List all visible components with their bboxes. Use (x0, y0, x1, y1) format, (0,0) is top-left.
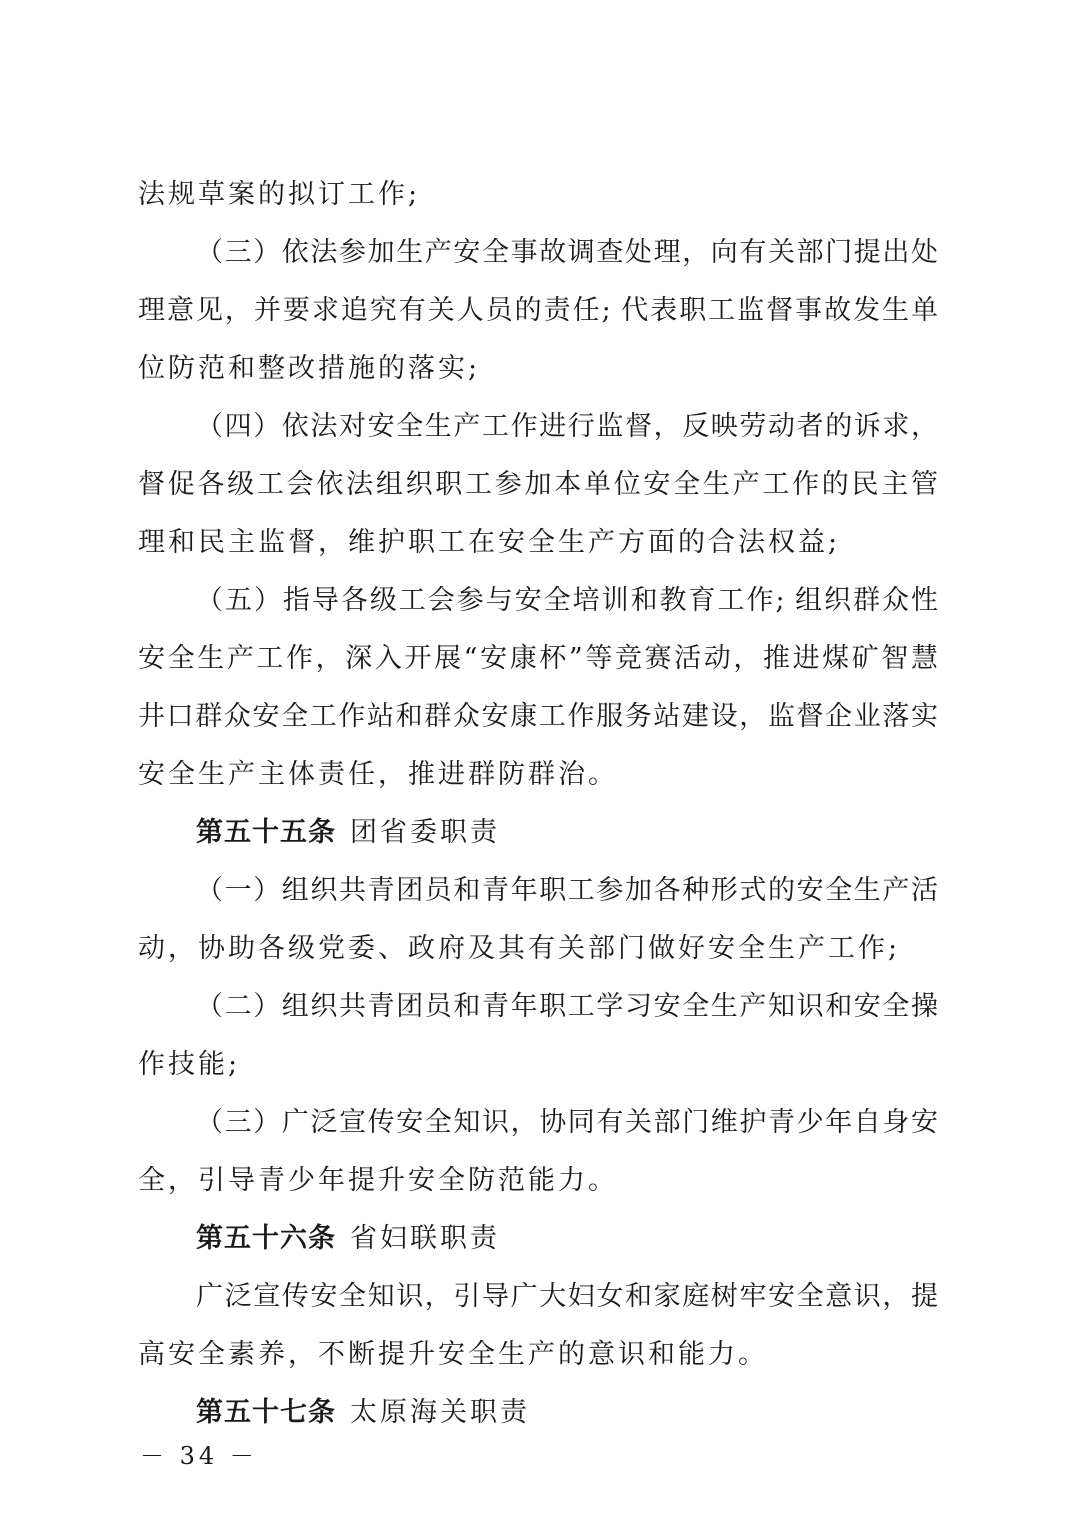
text-line: （三）依法参加生产安全事故调查处理，向有关部门提出处 (196, 237, 938, 268)
article-heading-57 (138, 1384, 938, 1442)
article-number: 第五十七条 (196, 1397, 336, 1428)
text-line: 高安全素养，不断提升安全生产的意识和能力。 (138, 1339, 768, 1370)
article-number: 第五十五条 (196, 817, 336, 848)
document-body (138, 166, 938, 1442)
text-line: 动，协助各级党委、政府及其有关部门做好安全生产工作; (138, 933, 901, 964)
text-line: 理意见，并要求追究有关人员的责任; 代表职工监督事故发生单 (138, 295, 938, 326)
text-line: 全，引导青少年提升安全防范能力。 (138, 1165, 618, 1196)
article-heading-55 (138, 804, 938, 862)
article-heading-56 (138, 1210, 938, 1268)
text-line: （五）指导各级工会参与安全培训和教育工作; 组织群众性 (196, 585, 938, 616)
article-title: 团省委职责 (350, 817, 500, 848)
text-line: （四）依法对安全生产工作进行监督，反映劳动者的诉求， (196, 411, 938, 442)
text-line: 安全生产主体责任，推进群防群治。 (138, 759, 618, 790)
text-line: 位防范和整改措施的落实; (138, 353, 481, 384)
text-line: 井口群众安全工作站和群众安康工作服务站建设，监督企业落实 (138, 701, 938, 732)
text-line: 督促各级工会依法组织职工参加本单位安全生产工作的民主管 (138, 469, 938, 500)
article-title: 省妇联职责 (350, 1223, 500, 1254)
article-title: 太原海关职责 (350, 1397, 530, 1428)
text-line: 作技能; (138, 1049, 241, 1080)
text-line: 理和民主监督，维护职工在安全生产方面的合法权益; (138, 527, 841, 558)
text-line: 广泛宣传安全知识，引导广大妇女和家庭树牢安全意识，提 (196, 1281, 938, 1312)
text-line: （二）组织共青团员和青年职工学习安全生产知识和安全操 (196, 991, 938, 1022)
text-line: （三）广泛宣传安全知识，协同有关部门维护青少年自身安 (196, 1107, 938, 1138)
article-number: 第五十六条 (196, 1223, 336, 1254)
text-line: 法规草案的拟订工作; (138, 179, 421, 210)
text-line: （一）组织共青团员和青年职工参加各种形式的安全生产活 (196, 875, 938, 906)
page-number: － 34 － (140, 1442, 258, 1470)
text-line: 安全生产工作，深入开展“安康杯”等竞赛活动，推进煤矿智慧 (138, 643, 938, 674)
